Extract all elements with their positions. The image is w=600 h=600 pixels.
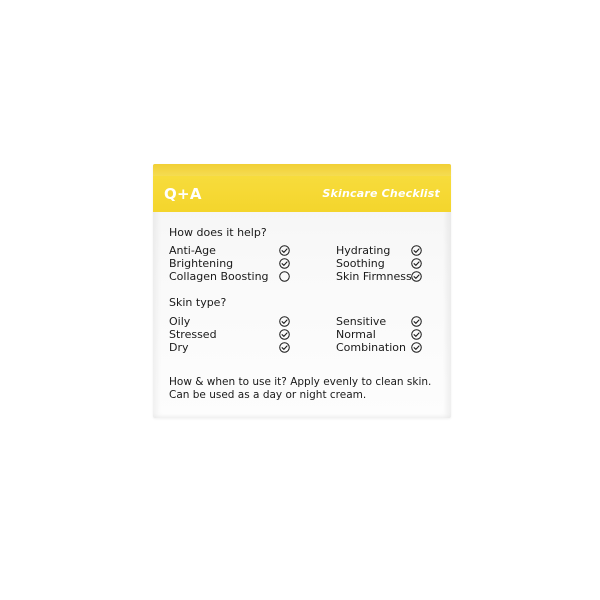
check-circle-icon xyxy=(411,258,422,269)
checklist-item-label: Dry xyxy=(169,341,189,354)
checklist-item-label: Skin Firmness xyxy=(336,270,412,283)
checklist-item-label: Oily xyxy=(169,315,191,328)
check-circle-icon xyxy=(279,342,290,353)
checklist-item xyxy=(169,270,291,283)
usage-instructions xyxy=(169,376,441,402)
checklist-item-label: Normal xyxy=(336,328,376,341)
usage-line-2: Can be used as a day or night cream. xyxy=(169,389,367,401)
check-circle-icon xyxy=(411,342,422,353)
checklist-item xyxy=(169,341,291,354)
header-title: Skincare Checklist xyxy=(322,187,440,200)
checklist-card xyxy=(153,164,451,418)
checklist-item xyxy=(336,328,423,341)
checklist-item xyxy=(169,257,291,270)
checklist-item xyxy=(169,244,291,257)
check-circle-icon xyxy=(279,316,290,327)
help-section-title: How does it help? xyxy=(169,226,267,239)
check-circle-icon xyxy=(411,329,422,340)
checklist-item xyxy=(336,257,423,270)
checklist-item xyxy=(169,315,291,328)
card-top-edge xyxy=(153,164,451,176)
skin-type-section-title: Skin type? xyxy=(169,296,227,309)
checklist-item-label: Anti-Age xyxy=(169,244,216,257)
empty-circle-icon xyxy=(279,271,290,282)
checklist-item xyxy=(336,315,423,328)
checklist-item-label: Hydrating xyxy=(336,244,391,257)
brand-logo: Q+A xyxy=(164,185,202,203)
checklist-item-label: Combination xyxy=(336,341,406,354)
check-circle-icon xyxy=(279,258,290,269)
checklist-item xyxy=(336,341,423,354)
checklist-item-label: Brightening xyxy=(169,257,234,270)
checklist-item xyxy=(169,328,291,341)
checklist-item-label: Sensitive xyxy=(336,315,387,328)
usage-line-1: How & when to use it? Apply evenly to clean skin. xyxy=(169,376,432,388)
checklist-item-label: Soothing xyxy=(336,257,385,270)
check-circle-icon xyxy=(279,329,290,340)
checklist-item-label: Collagen Boosting xyxy=(169,270,269,283)
check-circle-icon xyxy=(279,245,290,256)
checklist-item-label: Stressed xyxy=(169,328,217,341)
checklist-item xyxy=(336,270,423,283)
checklist-item xyxy=(336,244,423,257)
card-header xyxy=(153,176,451,212)
check-circle-icon xyxy=(411,245,422,256)
check-circle-icon xyxy=(411,271,422,282)
check-circle-icon xyxy=(411,316,422,327)
